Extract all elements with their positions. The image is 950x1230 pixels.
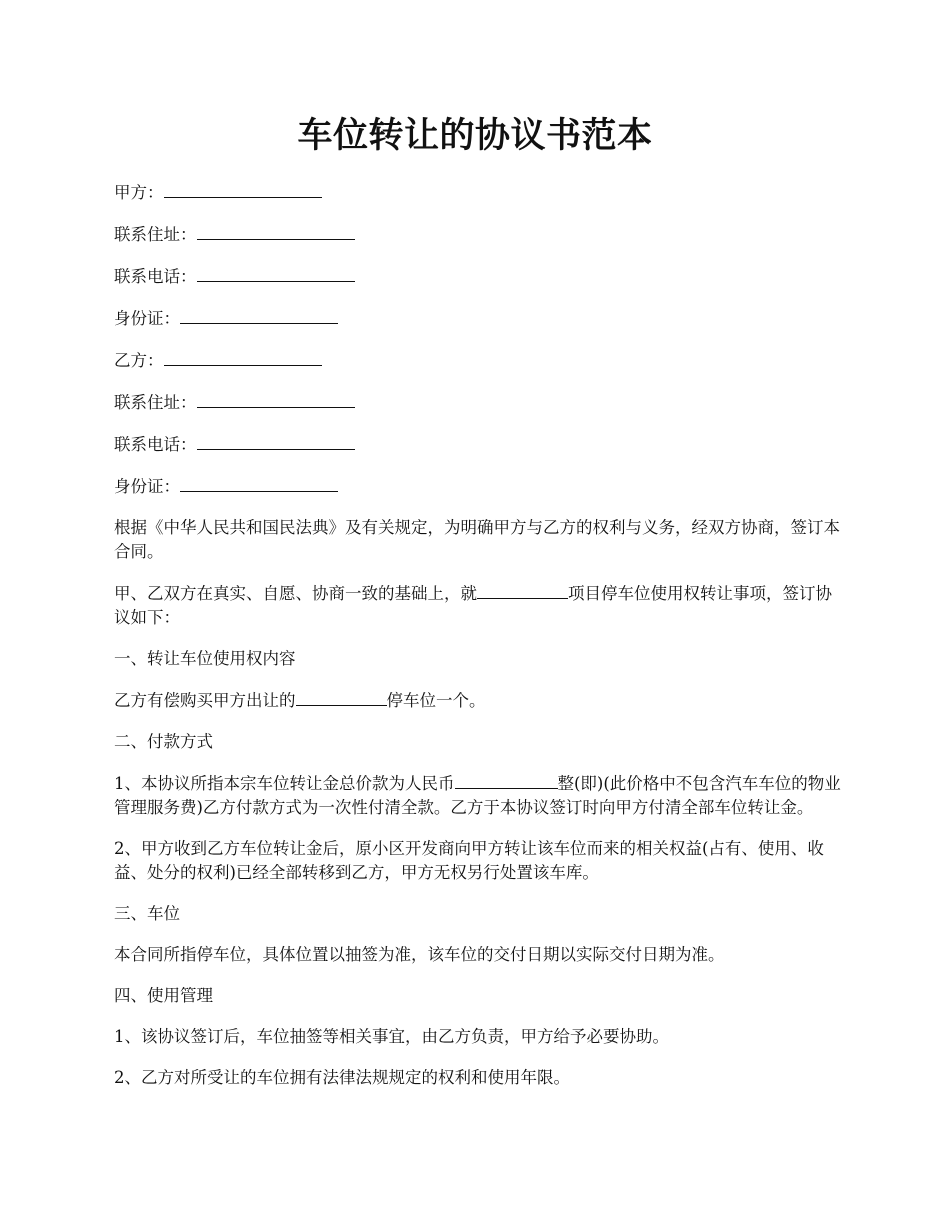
party-a-phone-line [114,264,844,289]
section-3-paragraph: 本合同所指停车位，具体位置以抽签为准，该车位的交付日期以实际交付日期为准。 [114,945,725,964]
project-name-blank[interactable] [477,581,568,599]
party-a-address-label: 联系住址： [114,225,197,244]
party-b-id-label: 身份证： [114,477,180,496]
party-a-name-line [114,180,844,205]
party-a-label: 甲方： [114,183,164,202]
party-b-address-line [114,390,844,415]
party-a-phone-blank[interactable] [197,264,355,282]
party-a-name-blank[interactable] [164,180,322,198]
section-2-item-2: 2、甲方收到乙方车位转让金后，原小区开发商向甲方转让该车位而来的相关权益(占有、使用、收益、处分的权利)已经全部转移到乙方，甲方无权另行处置该车库。 [114,839,824,882]
party-b-id-blank[interactable] [180,474,338,492]
party-b-label: 乙方： [114,351,164,370]
parking-space-blank[interactable] [296,688,387,706]
price-blank[interactable] [455,771,558,789]
section-2-item-1-after: 整(即)(此价格中不包含汽车车位的物业管理服务费)乙方付款方式为一次性付清全款。乙方于本协议签订时向甲方付清全部车位转让金。 [114,774,841,817]
party-b-phone-blank[interactable] [197,432,355,450]
intro-paragraph-1: 根据《中华人民共和国民法典》及有关规定，为明确甲方与乙方的权利与义务，经双方协商，签订本合同。 [114,518,840,561]
document-body [114,180,844,1107]
party-b-phone-line [114,432,844,457]
intro-2-text-before: 甲、乙双方在真实、自愿、协商一致的基础上，就 [114,584,477,603]
party-a-address-line [114,222,844,247]
party-b-id-line [114,474,844,499]
section-4-item-2: 2、乙方对所受让的车位拥有法律法规规定的权利和使用年限。 [114,1068,570,1087]
intro-2-text-after: 项目停车位使用权转让事项，签订协议如下： [114,584,832,627]
section-2-item-1-before: 1、本协议所指本宗车位转让金总价款为人民币 [114,774,455,793]
intro-paragraph-2 [114,581,844,630]
party-b-address-blank[interactable] [197,390,355,408]
section-2-item-1 [114,771,844,820]
party-a-address-blank[interactable] [197,222,355,240]
section-3-heading: 三、车位 [114,904,180,923]
party-b-address-label: 联系住址： [114,393,197,412]
section-2-heading: 二、付款方式 [114,732,213,751]
section-4-heading: 四、使用管理 [114,986,213,1005]
party-b-name-blank[interactable] [164,348,322,366]
party-b-phone-label: 联系电话： [114,435,197,454]
document-title: 车位转让的协议书范本 [297,115,653,156]
section-1-text-before: 乙方有偿购买甲方出让的 [114,691,296,710]
section-1-text-after: 停车位一个。 [386,691,486,710]
party-a-id-label: 身份证： [114,309,180,328]
section-4-item-1: 1、该协议签订后，车位抽签等相关事宜，由乙方负责，甲方给予必要协助。 [114,1027,669,1046]
party-a-id-blank[interactable] [180,306,338,324]
party-b-name-line [114,348,844,373]
party-a-id-line [114,306,844,331]
section-1-paragraph [114,688,844,713]
section-1-heading: 一、转让车位使用权内容 [114,649,296,668]
party-a-phone-label: 联系电话： [114,267,197,286]
